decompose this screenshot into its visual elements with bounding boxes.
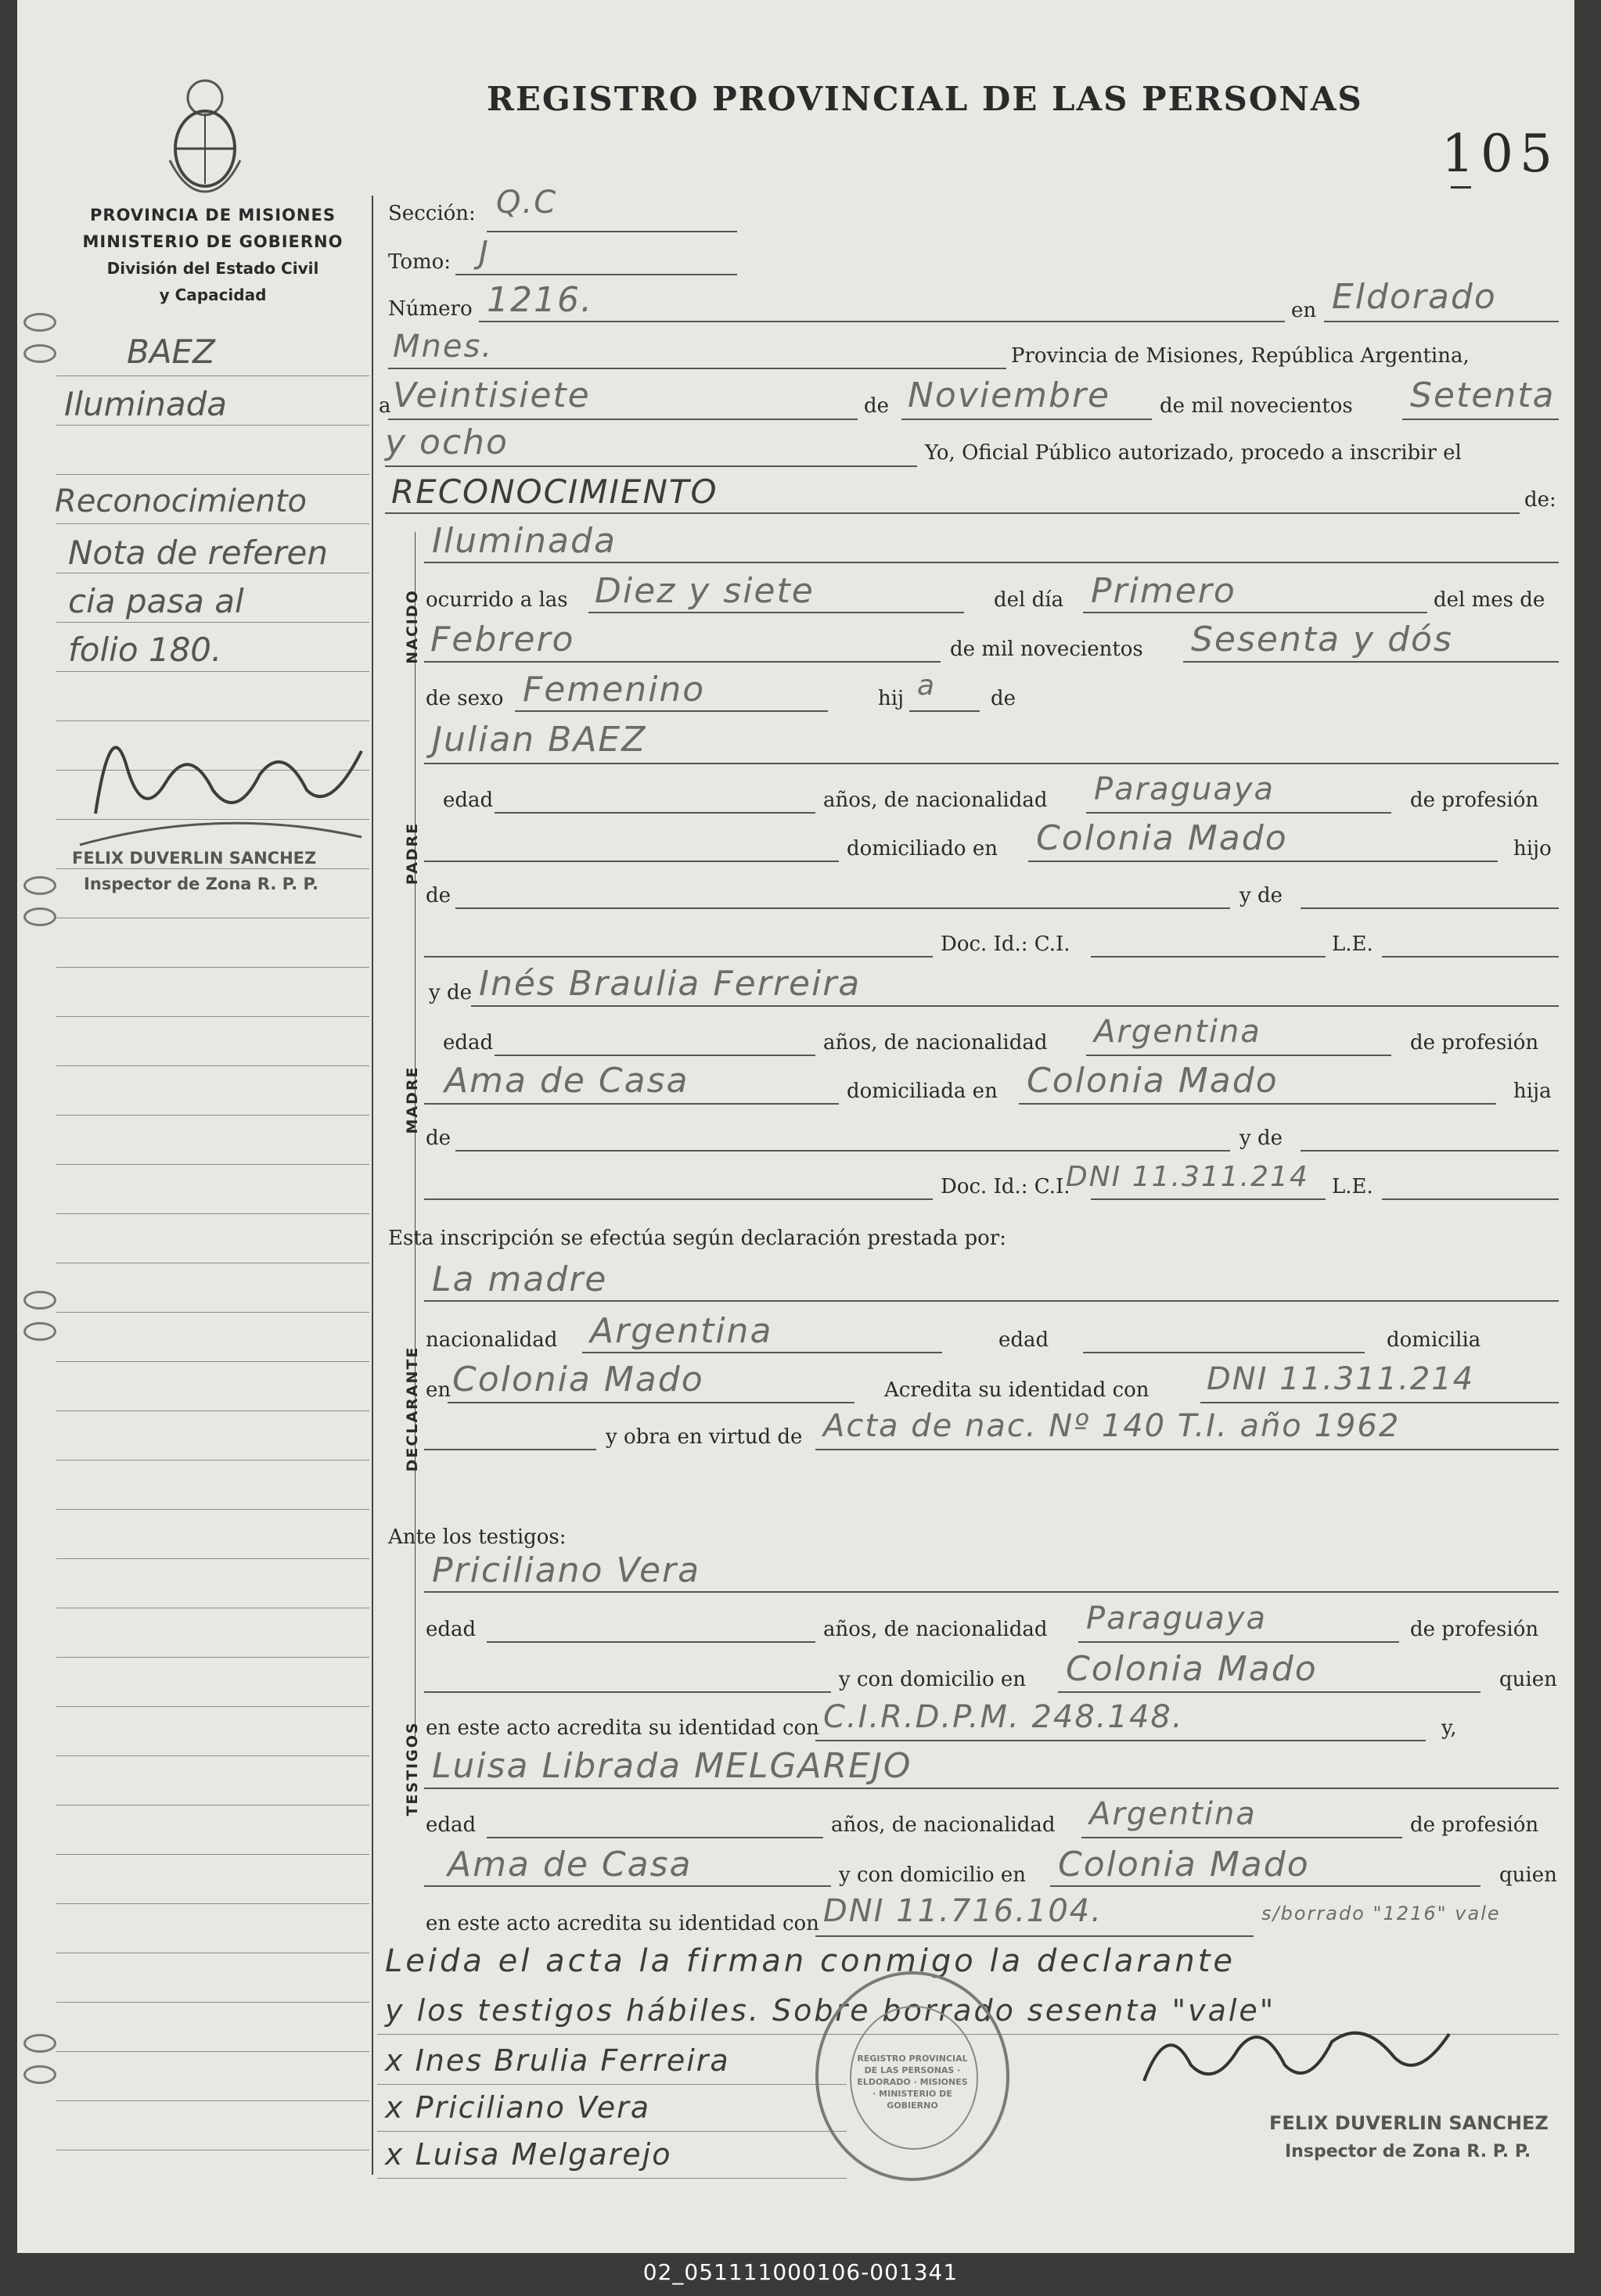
label-padre-le: L.E. <box>1332 932 1373 956</box>
label-madre-y-de-2: y de <box>1239 1126 1283 1150</box>
field-madre-profesion: Ama de Casa <box>444 1061 689 1101</box>
label-del-dia: del día <box>994 588 1064 612</box>
image-caption: 02_051111000106-001341 <box>642 2259 959 2285</box>
label-hij: hij <box>878 687 905 710</box>
margin-note-3: cia pasa al <box>68 582 244 620</box>
label-numero: Número <box>388 297 473 321</box>
field-hij-suffix: a <box>917 670 937 702</box>
closing-line-2: y los testigos hábiles. Sobre borrado sesenta "vale" <box>385 1993 1276 2028</box>
field-anio-nac: Sesenta y dós <box>1191 620 1453 659</box>
field-testigo-1: Priciliano Vera <box>432 1550 701 1590</box>
org-line-1: PROVINCIA DE MISIONES <box>90 206 336 225</box>
label-provincia: Provincia de Misiones, República Argentina, <box>1011 344 1470 368</box>
label-a: a <box>379 394 391 418</box>
field-decl-en: Colonia Mado <box>452 1360 704 1400</box>
field-t2-note: s/borrado "1216" vale <box>1261 1903 1501 1924</box>
label-t2-domicilio: y con domicilio en <box>839 1863 1027 1887</box>
margin-stamp-name: FELIX DUVERLIN SANCHEZ <box>72 849 317 868</box>
label-padre-hijo: hijo <box>1513 837 1552 861</box>
field-madre-nac: Argentina <box>1094 1014 1261 1050</box>
field-madre-doc: DNI 11.311.214 <box>1066 1161 1309 1193</box>
label-de-sexo: de sexo <box>426 687 504 710</box>
field-tomo: J <box>479 235 490 271</box>
closing-line-1: Leida el acta la firman conmigo la declarante <box>385 1943 1236 1979</box>
field-acto: RECONOCIMIENTO <box>391 472 718 511</box>
field-sexo: Femenino <box>523 670 706 710</box>
label-madre-hija: hija <box>1513 1080 1552 1103</box>
label-madre-doc: Doc. Id.: C.I. <box>941 1175 1070 1198</box>
field-t2-profesion: Ama de Casa <box>448 1845 693 1885</box>
label-de-colon: de: <box>1524 488 1556 512</box>
label-padre-anos: años, de nacionalidad <box>823 789 1048 812</box>
label-padre-domiciliado: domiciliado en <box>847 837 998 861</box>
side-label-testigos: TESTIGOS <box>404 1721 421 1816</box>
label-yo: Yo, Oficial Público autorizado, procedo a inscribir el <box>925 441 1462 465</box>
field-numero: 1216. <box>487 280 593 320</box>
label-decl-edad: edad <box>998 1328 1049 1352</box>
field-decl-doc: DNI 11.311.214 <box>1207 1361 1475 1397</box>
signature-2: x Priciliano Vera <box>385 2090 650 2125</box>
document-title: REGISTRO PROVINCIAL DE LAS PERSONAS <box>487 80 1363 118</box>
margin-name: Iluminada <box>64 385 228 423</box>
field-decl-nac: Argentina <box>590 1311 773 1351</box>
field-anio-2: y ocho <box>385 422 509 462</box>
label-madre-prof: de profesión <box>1410 1031 1539 1055</box>
margin-note-4: folio 180. <box>68 631 222 669</box>
label-madre-domiciliada: domiciliada en <box>847 1080 998 1103</box>
official-title: Inspector de Zona R. P. P. <box>1285 2142 1531 2161</box>
label-inscripcion: Esta inscripción se efectúa según declaración prestada por: <box>388 1227 1006 1250</box>
field-padre-nac: Paraguaya <box>1094 771 1275 807</box>
field-t2-nac: Argentina <box>1089 1796 1257 1832</box>
label-t1-anos: años, de nacionalidad <box>823 1618 1048 1641</box>
field-madre-domicilio: Colonia Mado <box>1027 1061 1279 1101</box>
label-t1-acredita: en este acto acredita su identidad con <box>426 1716 819 1740</box>
margin-signature <box>64 696 377 868</box>
label-decl-obra: y obra en virtud de <box>606 1425 803 1449</box>
field-t1-domicilio: Colonia Mado <box>1066 1649 1318 1689</box>
label-padre-y-de: y de <box>1239 884 1283 907</box>
label-t1-prof: de profesión <box>1410 1618 1539 1641</box>
label-de-mil: de mil novecientos <box>1160 394 1353 418</box>
label-madre-edad: edad <box>443 1031 494 1055</box>
label-padre-edad: edad <box>443 789 494 812</box>
document-page <box>17 0 1574 2253</box>
field-t2-doc: DNI 11.716.104. <box>823 1893 1103 1929</box>
label-madre-le: L.E. <box>1332 1175 1373 1198</box>
label-de-padres: de <box>991 687 1016 710</box>
label-t2-edad: edad <box>426 1813 477 1837</box>
margin-stamp-title: Inspector de Zona R. P. P. <box>84 875 318 893</box>
coat-of-arms-icon <box>162 66 248 199</box>
label-de-mil-nov: de mil novecientos <box>950 638 1143 661</box>
label-ante-testigos: Ante los testigos: <box>388 1525 567 1549</box>
field-mes: Noviembre <box>908 375 1111 415</box>
label-t1-domicilio: y con domicilio en <box>839 1668 1027 1691</box>
official-name: FELIX DUVERLIN SANCHEZ <box>1269 2112 1549 2134</box>
field-dia: Veintisiete <box>393 375 591 415</box>
margin-note-1: Reconocimiento <box>55 483 307 519</box>
label-padre-prof: de profesión <box>1410 789 1539 812</box>
label-padre-doc: Doc. Id.: C.I. <box>941 932 1070 956</box>
org-header <box>64 202 362 308</box>
side-label-nacido: NACIDO <box>404 589 421 664</box>
field-mes-nac: Febrero <box>430 620 575 659</box>
label-madre-abuelo: de <box>426 1126 452 1150</box>
official-signature <box>1128 2010 1457 2097</box>
side-label-padre: PADRE <box>404 821 421 886</box>
label-del-mes: del mes de <box>1434 588 1545 612</box>
field-t1-doc: C.I.R.D.P.M. 248.148. <box>823 1699 1184 1735</box>
label-en: en <box>1291 299 1317 322</box>
field-lugar: Eldorado <box>1332 277 1497 317</box>
label-madre-y-de: y de <box>429 981 472 1004</box>
margin-surname: BAEZ <box>127 332 215 371</box>
field-depto: Mnes. <box>393 329 494 365</box>
field-t1-nac: Paraguaya <box>1086 1601 1268 1637</box>
margin-note-2: Nota de referen <box>68 534 328 572</box>
label-t1-edad: edad <box>426 1618 477 1641</box>
label-t2-quien: quien <box>1499 1863 1557 1887</box>
field-declarante: La madre <box>432 1259 608 1299</box>
field-padre-nombre: Julian BAEZ <box>432 720 647 760</box>
field-seccion: Q.C <box>496 185 558 221</box>
label-de: de <box>864 394 890 418</box>
field-nombre: Iluminada <box>432 521 617 561</box>
field-anio: Setenta <box>1410 375 1556 415</box>
side-label-madre: MADRE <box>404 1065 421 1134</box>
label-t1-y: y, <box>1441 1716 1457 1740</box>
org-line-2: MINISTERIO DE GOBIERNO <box>82 232 344 251</box>
official-seal <box>815 1971 1009 2181</box>
label-t1-quien: quien <box>1499 1668 1557 1691</box>
field-padre-domicilio: Colonia Mado <box>1036 818 1288 858</box>
label-decl-nacionalidad: nacionalidad <box>426 1328 558 1352</box>
label-tomo: Tomo: <box>388 250 452 274</box>
seal-text: REGISTRO PROVINCIAL DE LAS PERSONAS · ELDORADO · MISIONES · MINISTERIO DE GOBIERNO <box>857 2053 968 2111</box>
field-t2-domicilio: Colonia Mado <box>1058 1845 1310 1885</box>
label-seccion: Sección: <box>388 202 476 225</box>
signature-3: x Luisa Melgarejo <box>385 2137 672 2172</box>
field-hora: Diez y siete <box>595 571 815 611</box>
side-label-declarante: DECLARANTE <box>404 1346 421 1472</box>
label-madre-anos: años, de nacionalidad <box>823 1031 1048 1055</box>
label-padre-abuelo: de <box>426 884 452 907</box>
page-number: 105 <box>1441 124 1559 184</box>
label-decl-domicilia: domicilia <box>1387 1328 1481 1352</box>
org-line-4: y Capacidad <box>159 286 267 304</box>
label-t2-acredita: en este acto acredita su identidad con <box>426 1912 819 1935</box>
org-line-3: División del Estado Civil <box>106 259 319 278</box>
label-decl-acredita: Acredita su identidad con <box>884 1378 1149 1402</box>
signature-1: x Ines Brulia Ferreira <box>385 2043 730 2078</box>
label-t2-prof: de profesión <box>1410 1813 1539 1837</box>
field-dia-nac: Primero <box>1091 571 1236 611</box>
label-t2-anos: años, de nacionalidad <box>831 1813 1056 1837</box>
field-madre-nombre: Inés Braulia Ferreira <box>479 964 862 1004</box>
label-decl-en: en <box>426 1378 452 1402</box>
label-ocurrido: ocurrido a las <box>426 588 568 612</box>
field-testigo-2: Luisa Librada MELGAREJO <box>432 1746 912 1786</box>
field-decl-obra: Acta de nac. Nº 140 T.I. año 1962 <box>823 1408 1401 1444</box>
